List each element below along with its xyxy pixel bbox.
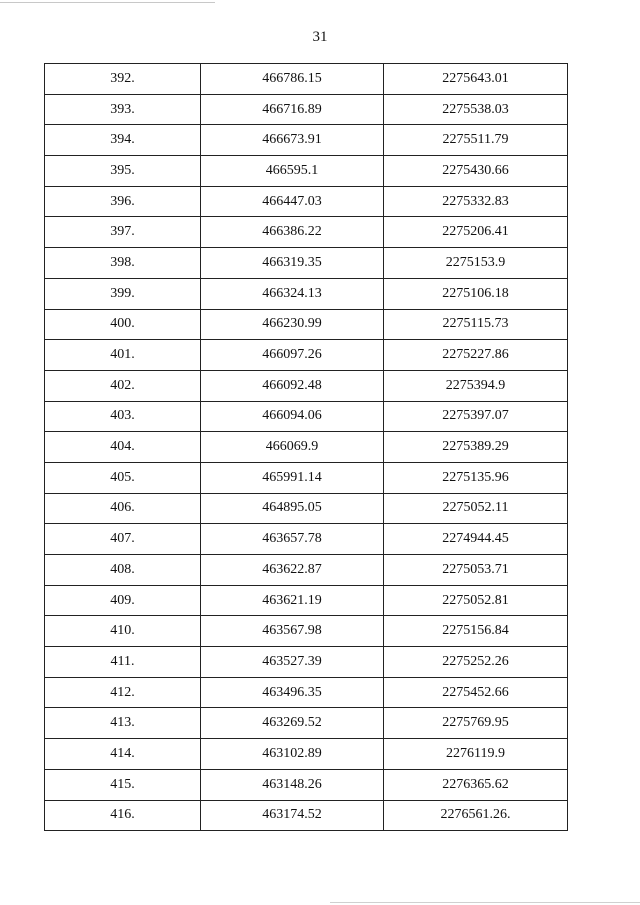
- point-number-cell: 400.: [45, 309, 201, 340]
- coordinates-table: [44, 63, 568, 831]
- y-coordinate-cell: 2275389.29: [384, 432, 568, 463]
- point-number-cell: 410.: [45, 616, 201, 647]
- point-number-cell: 408.: [45, 555, 201, 586]
- y-coordinate-cell: 2275511.79: [384, 125, 568, 156]
- point-number-cell: 403.: [45, 401, 201, 432]
- point-number-cell: 407.: [45, 524, 201, 555]
- x-coordinate-cell: 466319.35: [201, 248, 384, 279]
- point-number-cell: 411.: [45, 647, 201, 678]
- x-coordinate-cell: 466069.9: [201, 432, 384, 463]
- y-coordinate-cell: 2275769.95: [384, 708, 568, 739]
- x-coordinate-cell: 463622.87: [201, 555, 384, 586]
- point-number-cell: 404.: [45, 432, 201, 463]
- coordinates-table-body: [45, 64, 568, 831]
- table-row: [45, 524, 568, 555]
- y-coordinate-cell: 2275643.01: [384, 64, 568, 95]
- y-coordinate-cell: 2275153.9: [384, 248, 568, 279]
- y-coordinate-cell: 2275394.9: [384, 370, 568, 401]
- x-coordinate-cell: 466595.1: [201, 156, 384, 187]
- x-coordinate-cell: 463496.35: [201, 677, 384, 708]
- point-number-cell: 395.: [45, 156, 201, 187]
- x-coordinate-cell: 466230.99: [201, 309, 384, 340]
- point-number-cell: 402.: [45, 370, 201, 401]
- x-coordinate-cell: 466324.13: [201, 278, 384, 309]
- x-coordinate-cell: 466786.15: [201, 64, 384, 95]
- page-number: 31: [312, 29, 328, 45]
- y-coordinate-cell: 2275206.41: [384, 217, 568, 248]
- point-number-cell: 397.: [45, 217, 201, 248]
- y-coordinate-cell: 2275430.66: [384, 156, 568, 187]
- x-coordinate-cell: 466673.91: [201, 125, 384, 156]
- point-number-cell: 393.: [45, 94, 201, 125]
- table-row: [45, 708, 568, 739]
- table-row: [45, 493, 568, 524]
- table-row: [45, 769, 568, 800]
- table-row: [45, 647, 568, 678]
- y-coordinate-cell: 2275115.73: [384, 309, 568, 340]
- y-coordinate-cell: 2275227.86: [384, 340, 568, 371]
- x-coordinate-cell: 466092.48: [201, 370, 384, 401]
- point-number-cell: 414.: [45, 739, 201, 770]
- point-number-cell: 409.: [45, 585, 201, 616]
- y-coordinate-cell: 2275106.18: [384, 278, 568, 309]
- x-coordinate-cell: 463148.26: [201, 769, 384, 800]
- y-coordinate-cell: 2275538.03: [384, 94, 568, 125]
- point-number-cell: 415.: [45, 769, 201, 800]
- table-row: [45, 616, 568, 647]
- y-coordinate-cell: 2274944.45: [384, 524, 568, 555]
- x-coordinate-cell: 466386.22: [201, 217, 384, 248]
- point-number-cell: 416.: [45, 800, 201, 831]
- table-row: [45, 340, 568, 371]
- x-coordinate-cell: 466447.03: [201, 186, 384, 217]
- y-coordinate-cell: 2275156.84: [384, 616, 568, 647]
- table-row: [45, 739, 568, 770]
- bottom-scan-rule: [330, 902, 640, 903]
- table-row: [45, 555, 568, 586]
- point-number-cell: 394.: [45, 125, 201, 156]
- table-row: [45, 186, 568, 217]
- y-coordinate-cell: 2275397.07: [384, 401, 568, 432]
- point-number-cell: 401.: [45, 340, 201, 371]
- point-number-cell: 406.: [45, 493, 201, 524]
- y-coordinate-cell: 2275252.26: [384, 647, 568, 678]
- table-row: [45, 432, 568, 463]
- x-coordinate-cell: 466097.26: [201, 340, 384, 371]
- table-row: [45, 677, 568, 708]
- table-row: [45, 370, 568, 401]
- x-coordinate-cell: 466094.06: [201, 401, 384, 432]
- point-number-cell: 413.: [45, 708, 201, 739]
- top-scan-rule: [0, 2, 215, 3]
- table-row: [45, 156, 568, 187]
- table-row: [45, 585, 568, 616]
- table-row: [45, 278, 568, 309]
- x-coordinate-cell: 463174.52: [201, 800, 384, 831]
- y-coordinate-cell: 2275135.96: [384, 462, 568, 493]
- x-coordinate-cell: 466716.89: [201, 94, 384, 125]
- point-number-cell: 399.: [45, 278, 201, 309]
- y-coordinate-cell: 2276365.62: [384, 769, 568, 800]
- x-coordinate-cell: 465991.14: [201, 462, 384, 493]
- x-coordinate-cell: 463621.19: [201, 585, 384, 616]
- point-number-cell: 412.: [45, 677, 201, 708]
- x-coordinate-cell: 463527.39: [201, 647, 384, 678]
- x-coordinate-cell: 463657.78: [201, 524, 384, 555]
- y-coordinate-cell: 2275452.66: [384, 677, 568, 708]
- table-row: [45, 125, 568, 156]
- table-row: [45, 64, 568, 95]
- x-coordinate-cell: 463102.89: [201, 739, 384, 770]
- point-number-cell: 392.: [45, 64, 201, 95]
- y-coordinate-cell: 2275052.11: [384, 493, 568, 524]
- table-row: [45, 94, 568, 125]
- y-coordinate-cell: 2275052.81: [384, 585, 568, 616]
- table-row: [45, 462, 568, 493]
- y-coordinate-cell: 2275053.71: [384, 555, 568, 586]
- table-row: [45, 217, 568, 248]
- y-coordinate-cell: 2275332.83: [384, 186, 568, 217]
- x-coordinate-cell: 463567.98: [201, 616, 384, 647]
- point-number-cell: 398.: [45, 248, 201, 279]
- point-number-cell: 405.: [45, 462, 201, 493]
- table-row: [45, 401, 568, 432]
- table-row: [45, 248, 568, 279]
- point-number-cell: 396.: [45, 186, 201, 217]
- table-row: [45, 309, 568, 340]
- y-coordinate-cell: 2276561.26.: [384, 800, 568, 831]
- table-row: [45, 800, 568, 831]
- y-coordinate-cell: 2276119.9: [384, 739, 568, 770]
- x-coordinate-cell: 463269.52: [201, 708, 384, 739]
- x-coordinate-cell: 464895.05: [201, 493, 384, 524]
